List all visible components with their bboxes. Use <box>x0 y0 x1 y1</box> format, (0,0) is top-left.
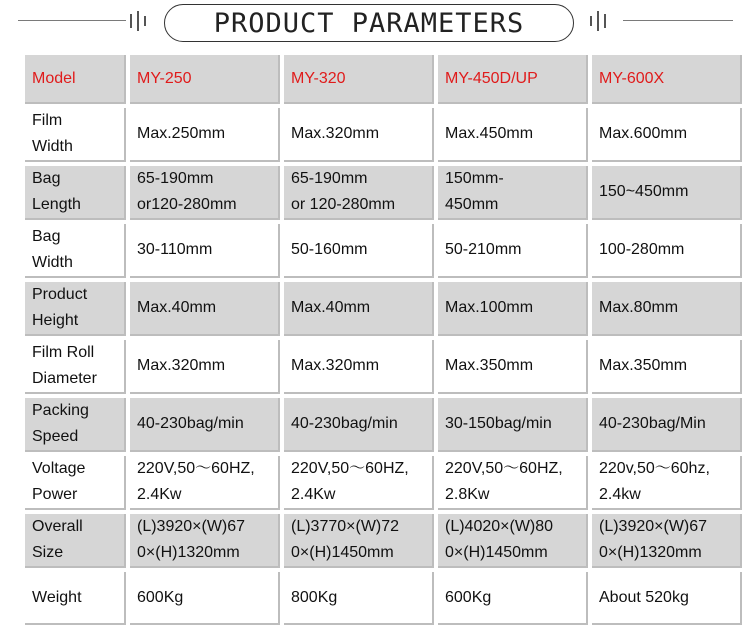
cell-line: 100-280mm <box>599 241 685 258</box>
cell-line: Max.600mm <box>599 125 688 142</box>
row-label-line: Film Roll <box>32 344 95 361</box>
row-label-line: Overall <box>32 518 83 535</box>
cell-line: 0×(H)1320mm <box>137 544 240 561</box>
cell-line: 2.4Kw <box>137 486 182 503</box>
table-row <box>25 456 742 510</box>
table-cell <box>284 166 434 220</box>
table-cell <box>130 282 280 336</box>
cell-line: (L)4020×(W)80 <box>445 518 554 535</box>
table-cell <box>284 108 434 162</box>
table-header-row <box>25 55 742 104</box>
title-pill <box>164 4 574 42</box>
cell-line: Max.40mm <box>137 299 217 316</box>
cell-line: Max.450mm <box>445 125 534 142</box>
cell-line: or 120-280mm <box>291 196 396 213</box>
cell-line: 65-190mm <box>137 170 214 187</box>
table-cell <box>592 514 742 568</box>
cell-line: Max.250mm <box>137 125 226 142</box>
row-label-line: Power <box>32 486 78 503</box>
table-row <box>25 398 742 452</box>
cell-line: or120-280mm <box>137 196 237 213</box>
table-cell <box>592 166 742 220</box>
table-row <box>25 224 742 278</box>
cell-line: 220v,50～60hz, <box>599 460 710 477</box>
table-cell <box>130 514 280 568</box>
row-label-line: Height <box>32 312 79 329</box>
table-cell <box>592 282 742 336</box>
cell-line: 600Kg <box>445 588 492 606</box>
table-cell <box>284 224 434 278</box>
table-cell <box>284 456 434 510</box>
cell-line: 2.4Kw <box>291 486 336 503</box>
cell-line: (L)3920×(W)67 <box>137 518 246 535</box>
row-label-line: Bag <box>32 170 61 187</box>
decorative-ticks-right <box>590 11 611 31</box>
cell-line: 150mm- <box>445 170 504 187</box>
cell-line: 0×(H)1320mm <box>599 544 702 561</box>
table-cell <box>438 282 588 336</box>
row-label-line: Weight <box>32 588 82 606</box>
cell-line: About 520kg <box>599 588 689 606</box>
row-label <box>25 340 126 394</box>
column-header-my-250: MY-250 <box>130 55 280 104</box>
decorative-line-right <box>623 20 733 21</box>
cell-line: 0×(H)1450mm <box>445 544 548 561</box>
row-label-line: Product <box>32 286 88 303</box>
row-label-line: Packing <box>32 402 89 419</box>
cell-line: 450mm <box>445 196 499 213</box>
row-label-line: Voltage <box>32 460 86 477</box>
cell-line: Max.100mm <box>445 299 534 316</box>
row-label-line: Film <box>32 112 63 129</box>
cell-line: 40-230bag/Min <box>599 415 706 432</box>
row-label <box>25 456 126 510</box>
table-row <box>25 572 742 625</box>
decorative-ticks-left <box>130 11 151 31</box>
row-label-line: Bag <box>32 228 61 245</box>
row-label <box>25 398 126 452</box>
row-label-line: Diameter <box>32 370 97 387</box>
table-cell <box>284 514 434 568</box>
table-cell <box>130 340 280 394</box>
table-cell <box>438 398 588 452</box>
table-row <box>25 282 742 336</box>
column-header-my-600x: MY-600X <box>592 55 742 104</box>
table-cell <box>438 224 588 278</box>
row-label <box>25 166 126 220</box>
decorative-line-left <box>18 20 126 21</box>
cell-line: Max.80mm <box>599 299 679 316</box>
table-cell <box>284 572 434 625</box>
cell-line: 30-110mm <box>137 241 213 258</box>
cell-line: 220V,50～60HZ, <box>137 460 255 477</box>
column-header-model: Model <box>25 55 126 104</box>
cell-line: Max.320mm <box>291 125 380 142</box>
cell-line: 40-230bag/min <box>291 415 398 432</box>
page-title: PRODUCT PARAMETERS <box>213 7 525 39</box>
parameters-table <box>21 51 746 629</box>
cell-line: 220V,50～60HZ, <box>445 460 563 477</box>
row-label <box>25 282 126 336</box>
column-header-my-320: MY-320 <box>284 55 434 104</box>
row-label <box>25 572 126 625</box>
table-cell <box>130 456 280 510</box>
table-cell <box>438 108 588 162</box>
cell-line: 40-230bag/min <box>137 415 244 432</box>
table-cell <box>438 572 588 625</box>
table-cell <box>284 340 434 394</box>
cell-line: Max.350mm <box>445 357 534 374</box>
cell-line: 220V,50～60HZ, <box>291 460 409 477</box>
cell-line: Max.320mm <box>137 357 226 374</box>
cell-line: 150~450mm <box>599 183 689 200</box>
table-cell <box>438 456 588 510</box>
cell-line: 800Kg <box>291 588 338 606</box>
table-cell <box>592 224 742 278</box>
row-label <box>25 514 126 568</box>
row-label-line: Size <box>32 544 64 561</box>
table-cell <box>130 572 280 625</box>
column-header-my-450d-up: MY-450D/UP <box>438 55 588 104</box>
table-row <box>25 108 742 162</box>
table-cell <box>130 166 280 220</box>
table-cell <box>284 398 434 452</box>
cell-line: 30-150bag/min <box>445 415 552 432</box>
cell-line: 2.4kw <box>599 486 641 503</box>
cell-line: 50-160mm <box>291 241 368 258</box>
cell-line: (L)3920×(W)67 <box>599 518 708 535</box>
cell-line: 0×(H)1450mm <box>291 544 394 561</box>
cell-line: 65-190mm <box>291 170 368 187</box>
table-cell <box>592 456 742 510</box>
table-cell <box>592 398 742 452</box>
table-cell <box>592 572 742 625</box>
table-cell <box>130 108 280 162</box>
table-cell <box>130 398 280 452</box>
row-label-line: Length <box>32 196 81 213</box>
cell-line: Max.320mm <box>291 357 380 374</box>
cell-line: Max.40mm <box>291 299 371 316</box>
cell-line: 600Kg <box>137 588 184 606</box>
table-row <box>25 340 742 394</box>
row-label <box>25 224 126 278</box>
section-header <box>0 0 750 50</box>
table-row <box>25 166 742 220</box>
table-cell <box>438 514 588 568</box>
cell-line: (L)3770×(W)72 <box>291 518 400 535</box>
cell-line: Max.350mm <box>599 357 688 374</box>
table-cell <box>438 340 588 394</box>
table-cell <box>438 166 588 220</box>
row-label-line: Speed <box>32 428 79 445</box>
row-label-line: Width <box>32 254 73 271</box>
cell-line: 2.8Kw <box>445 486 490 503</box>
row-label-line: Width <box>32 138 73 155</box>
cell-line: 50-210mm <box>445 241 522 258</box>
table-cell <box>592 340 742 394</box>
table-cell <box>592 108 742 162</box>
table-cell <box>284 282 434 336</box>
row-label <box>25 108 126 162</box>
table-cell <box>130 224 280 278</box>
table-row <box>25 514 742 568</box>
